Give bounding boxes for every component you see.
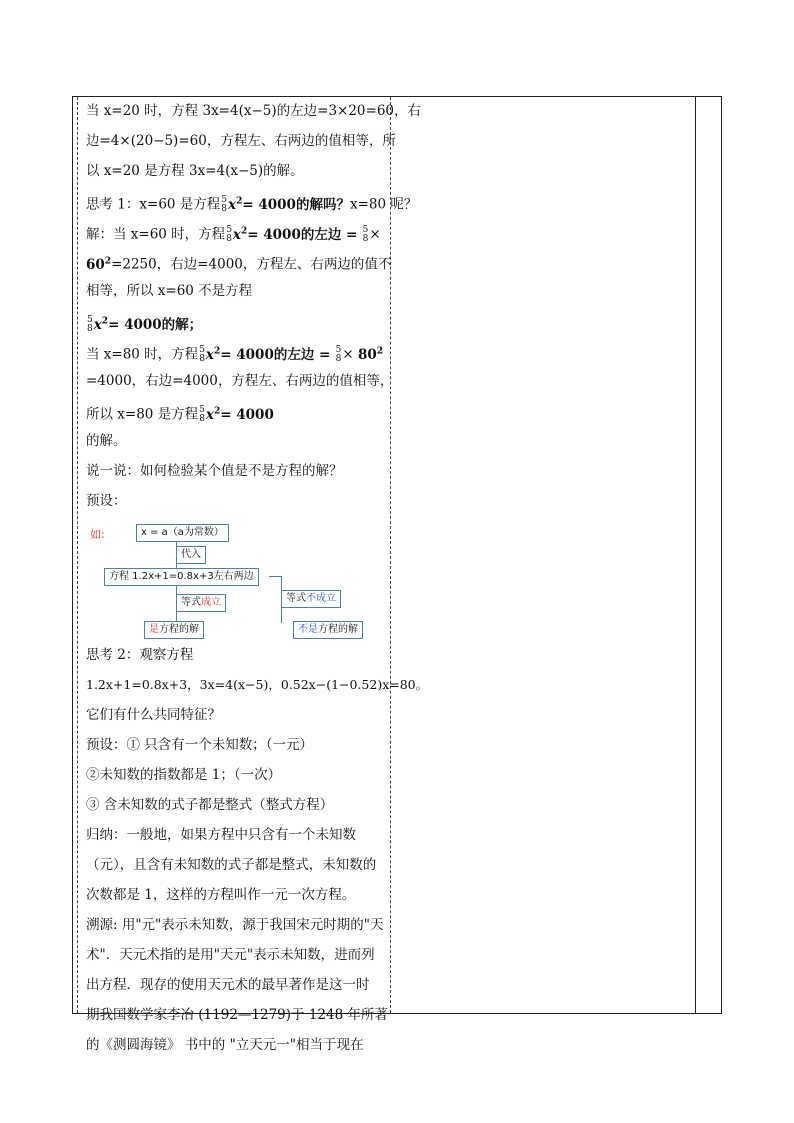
equations-line: 1.2x+1=0.8x+3，3x=4(x−5)，0.52x−(1−0.52)x=80。 [86, 677, 429, 692]
text-line: 边=4×(20−5)=60，方程左、右两边的值相等，所 [86, 133, 396, 149]
summary-line: （元），且含有未知数的式子都是整式，未知数的 [86, 857, 377, 873]
text-line: 以 x=20 是方程 3x=4(x−5)的解。 [86, 163, 304, 179]
verification-flowchart [86, 522, 388, 640]
flow-box-equation: 方程 1.2x+1=0.8x+3左右两边 [104, 568, 259, 586]
preset-2: ②未知数的指数都是 1；（一次） [86, 767, 282, 783]
flow-box-is-solution: 是方程的解 [144, 621, 204, 639]
solution-line: =4000，右边=4000，方程左、右两边的值相等， [86, 373, 394, 389]
summary-line: 次数都是 1，这样的方程叫作一元一次方程。 [86, 887, 356, 903]
text-line: 当 x=20 时，方程 3x=4(x−5)的左边=3×20=60，右 [86, 103, 422, 119]
think-2: 思考 2：观察方程 [86, 647, 194, 663]
flow-arrow [269, 576, 281, 577]
question-line: 它们有什么共同特征？ [86, 707, 221, 723]
solution-line: 的解。 [86, 433, 127, 449]
solution-line: $60^2=2250$，右边=4000，方程左、右两边的值不 [86, 256, 392, 273]
history-line: 的《测圆海镜》 书中的 "立天元一"相当于现在 [86, 1037, 364, 1053]
solution-line: 所以 x=80 是方程 5 8 $x^2= 4000$ [86, 405, 274, 424]
preset-1: 预设：① 只含有一个未知数；（一元） [86, 737, 314, 753]
say-prompt: 说一说：如何检验某个值是不是方程的解？ [86, 463, 343, 479]
history-line: 溯源: 用"元"表示未知数，源于我国宋元时期的"天 [86, 917, 384, 933]
solution-line: 解：当 x=60 时，方程 5 8 $x^2= 4000$的左边 = 5 8 × [86, 225, 381, 244]
solution-line: 当 x=80 时，方程 5 8 $x^2= 4000$的左边 = 5 8 × $80^2$ [86, 345, 384, 364]
fraction: 5 8 [221, 195, 228, 214]
flow-box-not-holds: 等式不成立 [281, 590, 341, 608]
flow-box-substitute: 代入 [176, 546, 206, 564]
solution-line: 5 8 $x^2= 4000$的解； [87, 315, 203, 334]
preset-3: ③ 含未知数的式子都是整式（整式方程） [86, 797, 334, 813]
summary-line: 归纳：一般地，如果方程中只含有一个未知数 [86, 827, 356, 843]
think-1: 思考 1：x=60 是方程 5 8 $x^2= 4000$的解吗？x=80 呢？ [86, 195, 418, 214]
flow-box-value: x = a（a为常数） [136, 524, 229, 542]
flow-box-holds: 等式成立 [176, 594, 226, 612]
flow-example-label: 如: [90, 528, 105, 541]
flow-box-not-solution: 不是方程的解 [293, 621, 363, 639]
column-edge-dashed [77, 97, 78, 1013]
column-divider [695, 97, 696, 1013]
lesson-content [86, 96, 429, 1060]
history-line: 期我国数学家李冶 (1192—1279)于 1248 年所著 [86, 1007, 388, 1023]
preset-label: 预设： [86, 493, 127, 509]
history-line: 出方程．现存的使用天元术的最早著作是这一时 [86, 977, 370, 993]
history-line: 术"．天元术指的是用"天元"表示未知数，进而列 [86, 947, 375, 963]
column-divider-dashed [390, 97, 391, 1013]
solution-line: 相等，所以 x=60 不是方程 [86, 283, 253, 299]
